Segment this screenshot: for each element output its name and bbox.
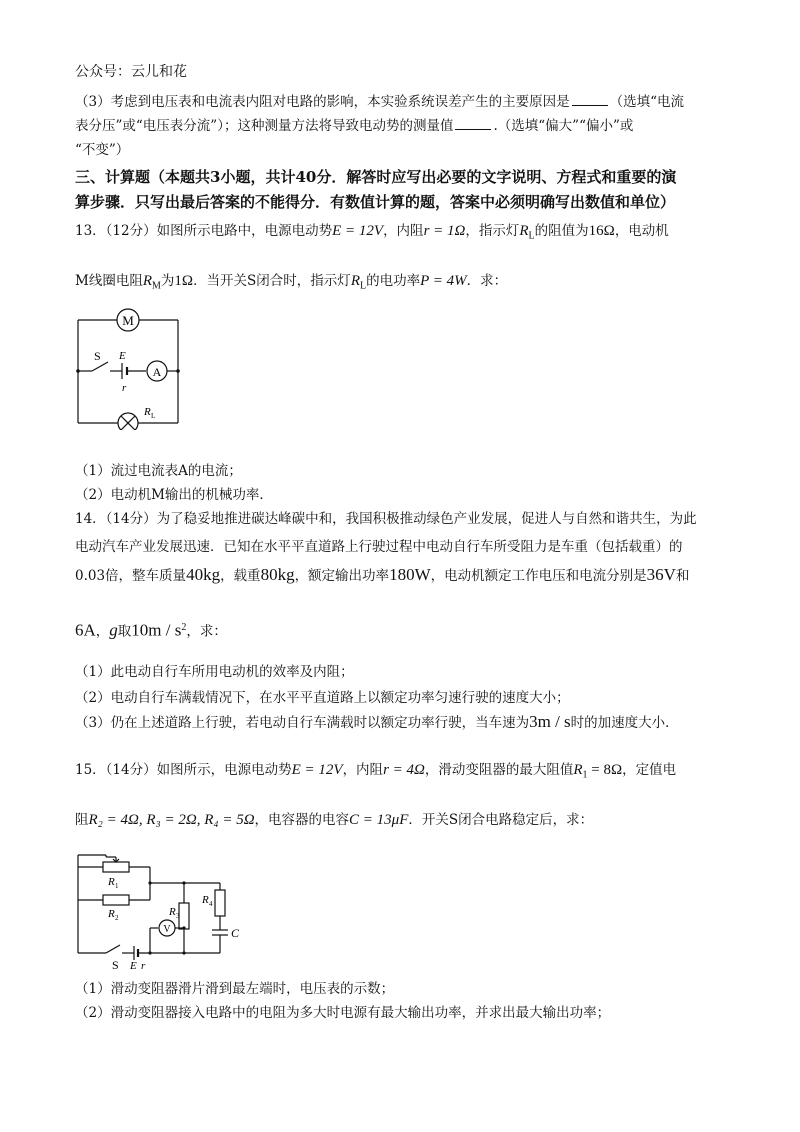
motor-label: M [122,313,134,328]
section-heading-line2: 算步骤．只写出最后答案的不能得分．有数值计算的题，答案中必须明确写出数值和单位） [75,193,676,211]
r3-label: R [169,906,176,918]
lamp-label: R [144,406,151,418]
section-heading: 三、计算题（本题共3小题，共计40分．解答时应写出必要的文字说明、方程式和重要的演 [75,168,677,186]
ammeter-label: A [152,365,162,379]
q15-part1: （1）滑动变阻器滑片滑到最左端时，电压表的示数； [75,981,395,997]
q13-stem-line1: 13．（12分）如图所示电路中，电源电动势E = 12V，内阻r = 1Ω，指示灯$R_L$的阻值为16Ω，电动机 [75,223,669,242]
voltmeter-label: V [163,924,171,935]
q13-part1: （1）流过电流表A的电流； [75,463,242,479]
emf-label: E [119,350,126,362]
q13-stem-line2: M线圈电阻$R_M$为1Ω．当开关S闭合时，指示灯$R_L$的电功率P = 4W．求： [75,273,508,292]
answer-blank[interactable] [455,117,491,130]
q14-stem-line1: 14．（14分）为了稳妥地推进碳达峰碳中和，我国积极推动绿色产业发展，促进人与自然和谐共生，为此 [75,511,697,527]
r2-label: R [108,908,115,920]
q14-part3: （3）仍在上述道路上行驶，若电动自行车满载时以额定功率行驶，当车速为3m / s时的加速度大小． [75,712,679,731]
switch-label: S [94,349,101,363]
capacitor-label: C [231,926,240,940]
resistance-label: r [141,960,146,970]
q15-part2: （2）滑动变阻器接入电路中的电阻为多大时电源有最大输出功率，并求出最大输出功率； [75,1005,611,1021]
q14-part1: （1）此电动自行车所用电动机的效率及内阻； [75,664,354,680]
switch-label: S [112,958,119,970]
svg-text:L: L [151,412,156,420]
q14-stem-line2: 电动汽车产业发展迅速．已知在水平平直道路上行驶过程中电动自行车所受阻力是车重（包括载重）的 [75,539,683,555]
q12-part3-line2: 表分压”或“电压表分流”）；这种测量方法将导致电动势的测量值 .（选填“偏大”“偏小”或 [75,118,634,134]
resistance-label: r [122,382,127,394]
q14-stem-line4: 6A，g取$10m / s^2$，求： [75,620,227,640]
r4-label: R [202,894,209,906]
q14-part2: （2）电动自行车满载情况下，在水平平直道路上以额定功率匀速行驶的速度大小； [75,690,570,706]
svg-text:3: 3 [176,912,180,920]
q13-circuit-diagram [70,305,190,430]
r1-label: R [108,876,115,888]
q13-part2: （2）电动机M输出的机械功率． [75,487,273,503]
q15-stem-line2: 阻R₂ = 4Ω, R₃ = 2Ω, R₄ = 5Ω，电容器的电容C = 13μF．开关S闭合电路稳定后，求： [75,812,594,828]
answer-blank[interactable] [572,93,608,106]
q12-part3-line1: （3）考虑到电压表和电流表内阻对电路的影响，本实验系统误差产生的主要原因是 （选填“电流 [75,94,684,110]
svg-text:4: 4 [209,900,213,908]
q15-stem-line1: 15．（14分）如图所示，电源电动势E = 12V，内阻r = 4Ω，滑动变阻器的最大阻值$R_1 = 8\Omega$，定值电 [75,762,677,781]
q12-part3-line3: “不变”） [75,142,130,158]
svg-text:1: 1 [115,882,119,890]
account-header: 公众号：云儿和花 [75,64,187,80]
q15-circuit-diagram [70,845,245,970]
svg-text:2: 2 [115,914,119,922]
q14-stem-line3: 0.03倍，整车质量40kg，载重80kg，额定输出功率180W，电动机额定工作电压和电流分别是36V和 [75,565,690,584]
emf-label: E [130,960,137,970]
